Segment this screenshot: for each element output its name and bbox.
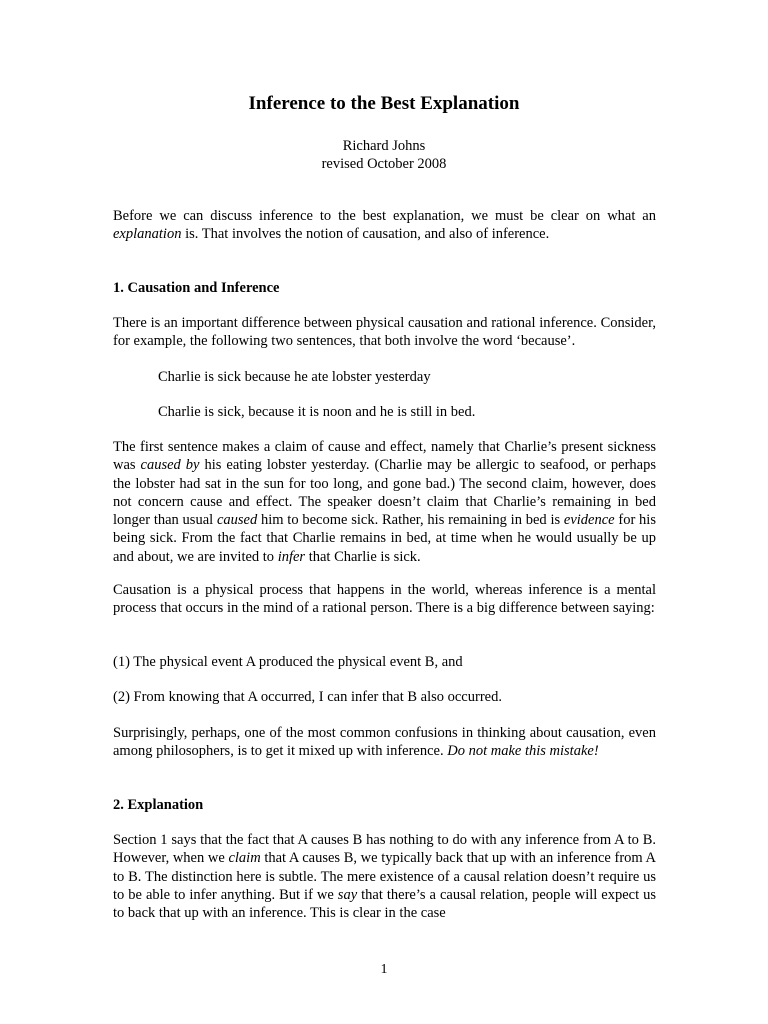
p2-emphasis-evidence: evidence [563, 512, 615, 529]
section-1-paragraph-1: There is an important difference between physical causation and rational inference. Consider, for example, the following two sentences, that both involve the word ‘because’. [113, 315, 656, 350]
author-name: Richard Johns [342, 138, 426, 154]
section-1-paragraph-4 [113, 724, 656, 761]
s2p1-emphasis-say: say [337, 886, 358, 903]
p2-text-g: for his being sick. From the fact that Charlie remains in bed, at time when he would usually be up and about, we are invited to [113, 512, 656, 565]
p2-text-e: him to become sick. Rather, his remaining in bed is [257, 512, 564, 529]
example-sentence-1: Charlie is sick because he ate lobster yesterday [158, 369, 431, 385]
p2-emphasis-infer: infer [277, 548, 306, 565]
page-number: 1 [380, 962, 388, 977]
numbered-item-1: (1) The physical event A produced the physical event B, and [113, 654, 463, 670]
p2-text-i: that Charlie is sick. [305, 548, 421, 565]
section-1-paragraph-3: Causation is a physical process that happens in the world, whereas inference is a mental process that occurs in the mind of a rational person. There is a big difference between saying: [113, 582, 656, 617]
p2-emphasis-caused: caused [216, 512, 258, 529]
p4-text-a: Surprisingly, perhaps, one of the most common confusions in thinking about causation, even among philosophers, is to get it mixed up with inference. [113, 725, 656, 760]
section-1-paragraph-2 [113, 438, 656, 566]
intro-emphasis-explanation: explanation [113, 226, 182, 243]
intro-text-a: Before we can discuss inference to the best explanation, we must be clear on what an [113, 208, 656, 224]
s2p1-text-a: Section 1 says that the fact that A causes B has nothing to do with any inference from A to B. However, when we [113, 832, 656, 867]
s2p1-emphasis-claim: claim [228, 850, 261, 867]
numbered-item-2: (2) From knowing that A occurred, I can infer that B also occurred. [113, 689, 502, 705]
s2p1-text-e: that there’s a causal relation, people will expect us to back that up with an inference. This is clear in the case [113, 886, 656, 922]
p2-text-c: his eating lobster yesterday. (Charlie may be allergic to seafood, or perhaps the lobster had sat in the sun for too long, and gone bad.) The second claim, however, does not concern cause and effect. The speaker doesn’t claim that Charlie’s remaining in bed longer than usual [113, 457, 656, 529]
s2p1-text-c: that A causes B, we typically back that up with an inference from A to B. The distinction here is subtle. The mere existence of a causal relation doesn’t require us to be able to infer anything. But if we [113, 850, 656, 903]
revision-date: revised October 2008 [321, 156, 447, 172]
section-2-paragraph-1 [113, 831, 656, 922]
intro-paragraph [113, 207, 656, 244]
example-sentence-2: Charlie is sick, because it is noon and he is still in bed. [158, 404, 476, 420]
p2-text-a: The first sentence makes a claim of cause and effect, namely that Charlie’s present sickness was [113, 439, 656, 474]
p2-emphasis-caused-by: caused by [140, 457, 200, 474]
intro-text-c: is. That involves the notion of causation, and also of inference. [181, 226, 550, 243]
p4-emphasis-warning: Do not make this mistake! [447, 743, 599, 760]
document-title: Inference to the Best Explanation [248, 93, 520, 114]
section-1-heading: 1. Causation and Inference [113, 280, 280, 296]
section-2-heading: 2. Explanation [113, 797, 204, 813]
